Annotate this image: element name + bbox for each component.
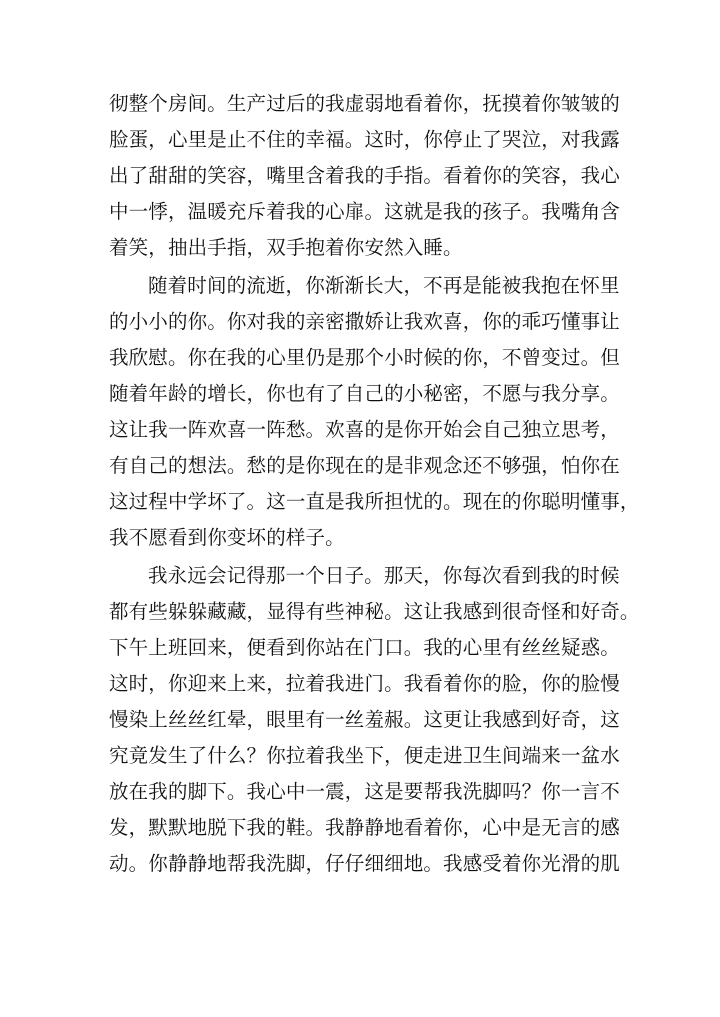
text-line: 我永远会记得那一个日子。那天，你每次看到我的时候	[148, 564, 620, 587]
text-line: 放在我的脚下。我心中一震，这是要帮我洗脚吗？你一言不	[109, 780, 620, 803]
text-line: 中一悸，温暖充斥着我的心扉。这就是我的孩子。我嘴角含	[109, 200, 620, 223]
text-line: 随着年龄的增长，你也有了自己的小秘密，不愿与我分享。	[109, 382, 620, 405]
text-line: 动。你静静地帮我洗脚，仔仔细细地。我感受着你光滑的肌	[109, 852, 620, 875]
text-line: 有自己的想法。愁的是你现在的是非观念还不够强，怕你在	[109, 454, 620, 477]
text-line: 我欣慰。你在我的心里仍是那个小时候的你，不曾变过。但	[109, 346, 620, 369]
text-line: 出了甜甜的笑容，嘴里含着我的手指。看着你的笑容，我心	[109, 164, 620, 187]
text-line: 的小小的你。你对我的亲密撒娇让我欢喜，你的乖巧懂事让	[109, 310, 620, 333]
document-page	[109, 86, 640, 882]
paragraph-3	[109, 558, 640, 882]
text-line: 着笑，抽出手指，双手抱着你安然入睡。	[109, 236, 463, 259]
text-line: 这让我一阵欢喜一阵愁。欢喜的是你开始会自己独立思考，	[109, 418, 620, 441]
text-line: 彻整个房间。生产过后的我虚弱地看着你，抚摸着你皱皱的	[109, 92, 620, 115]
text-line: 慢染上丝丝红晕，眼里有一丝羞赧。这更让我感到好奇，这	[109, 708, 620, 731]
paragraph-2	[109, 268, 640, 556]
text-line: 发，默默地脱下我的鞋。我静静地看着你，心中是无言的感	[109, 816, 620, 839]
text-line: 我不愿看到你变坏的样子。	[109, 526, 345, 549]
text-line: 下午上班回来，便看到你站在门口。我的心里有丝丝疑惑。	[109, 636, 620, 659]
text-line: 随着时间的流逝，你渐渐长大，不再是能被我抱在怀里	[148, 274, 620, 297]
text-line: 这过程中学坏了。这一直是我所担忧的。现在的你聪明懂事，	[109, 490, 640, 513]
text-line: 究竟发生了什么？你拉着我坐下，便走进卫生间端来一盆水	[109, 744, 620, 767]
text-line: 脸蛋，心里是止不住的幸福。这时，你停止了哭泣，对我露	[109, 128, 620, 151]
text-line: 都有些躲躲藏藏，显得有些神秘。这让我感到很奇怪和好奇。	[109, 600, 640, 623]
paragraph-1	[109, 86, 620, 266]
text-line: 这时，你迎来上来，拉着我进门。我看着你的脸，你的脸慢	[109, 672, 620, 695]
